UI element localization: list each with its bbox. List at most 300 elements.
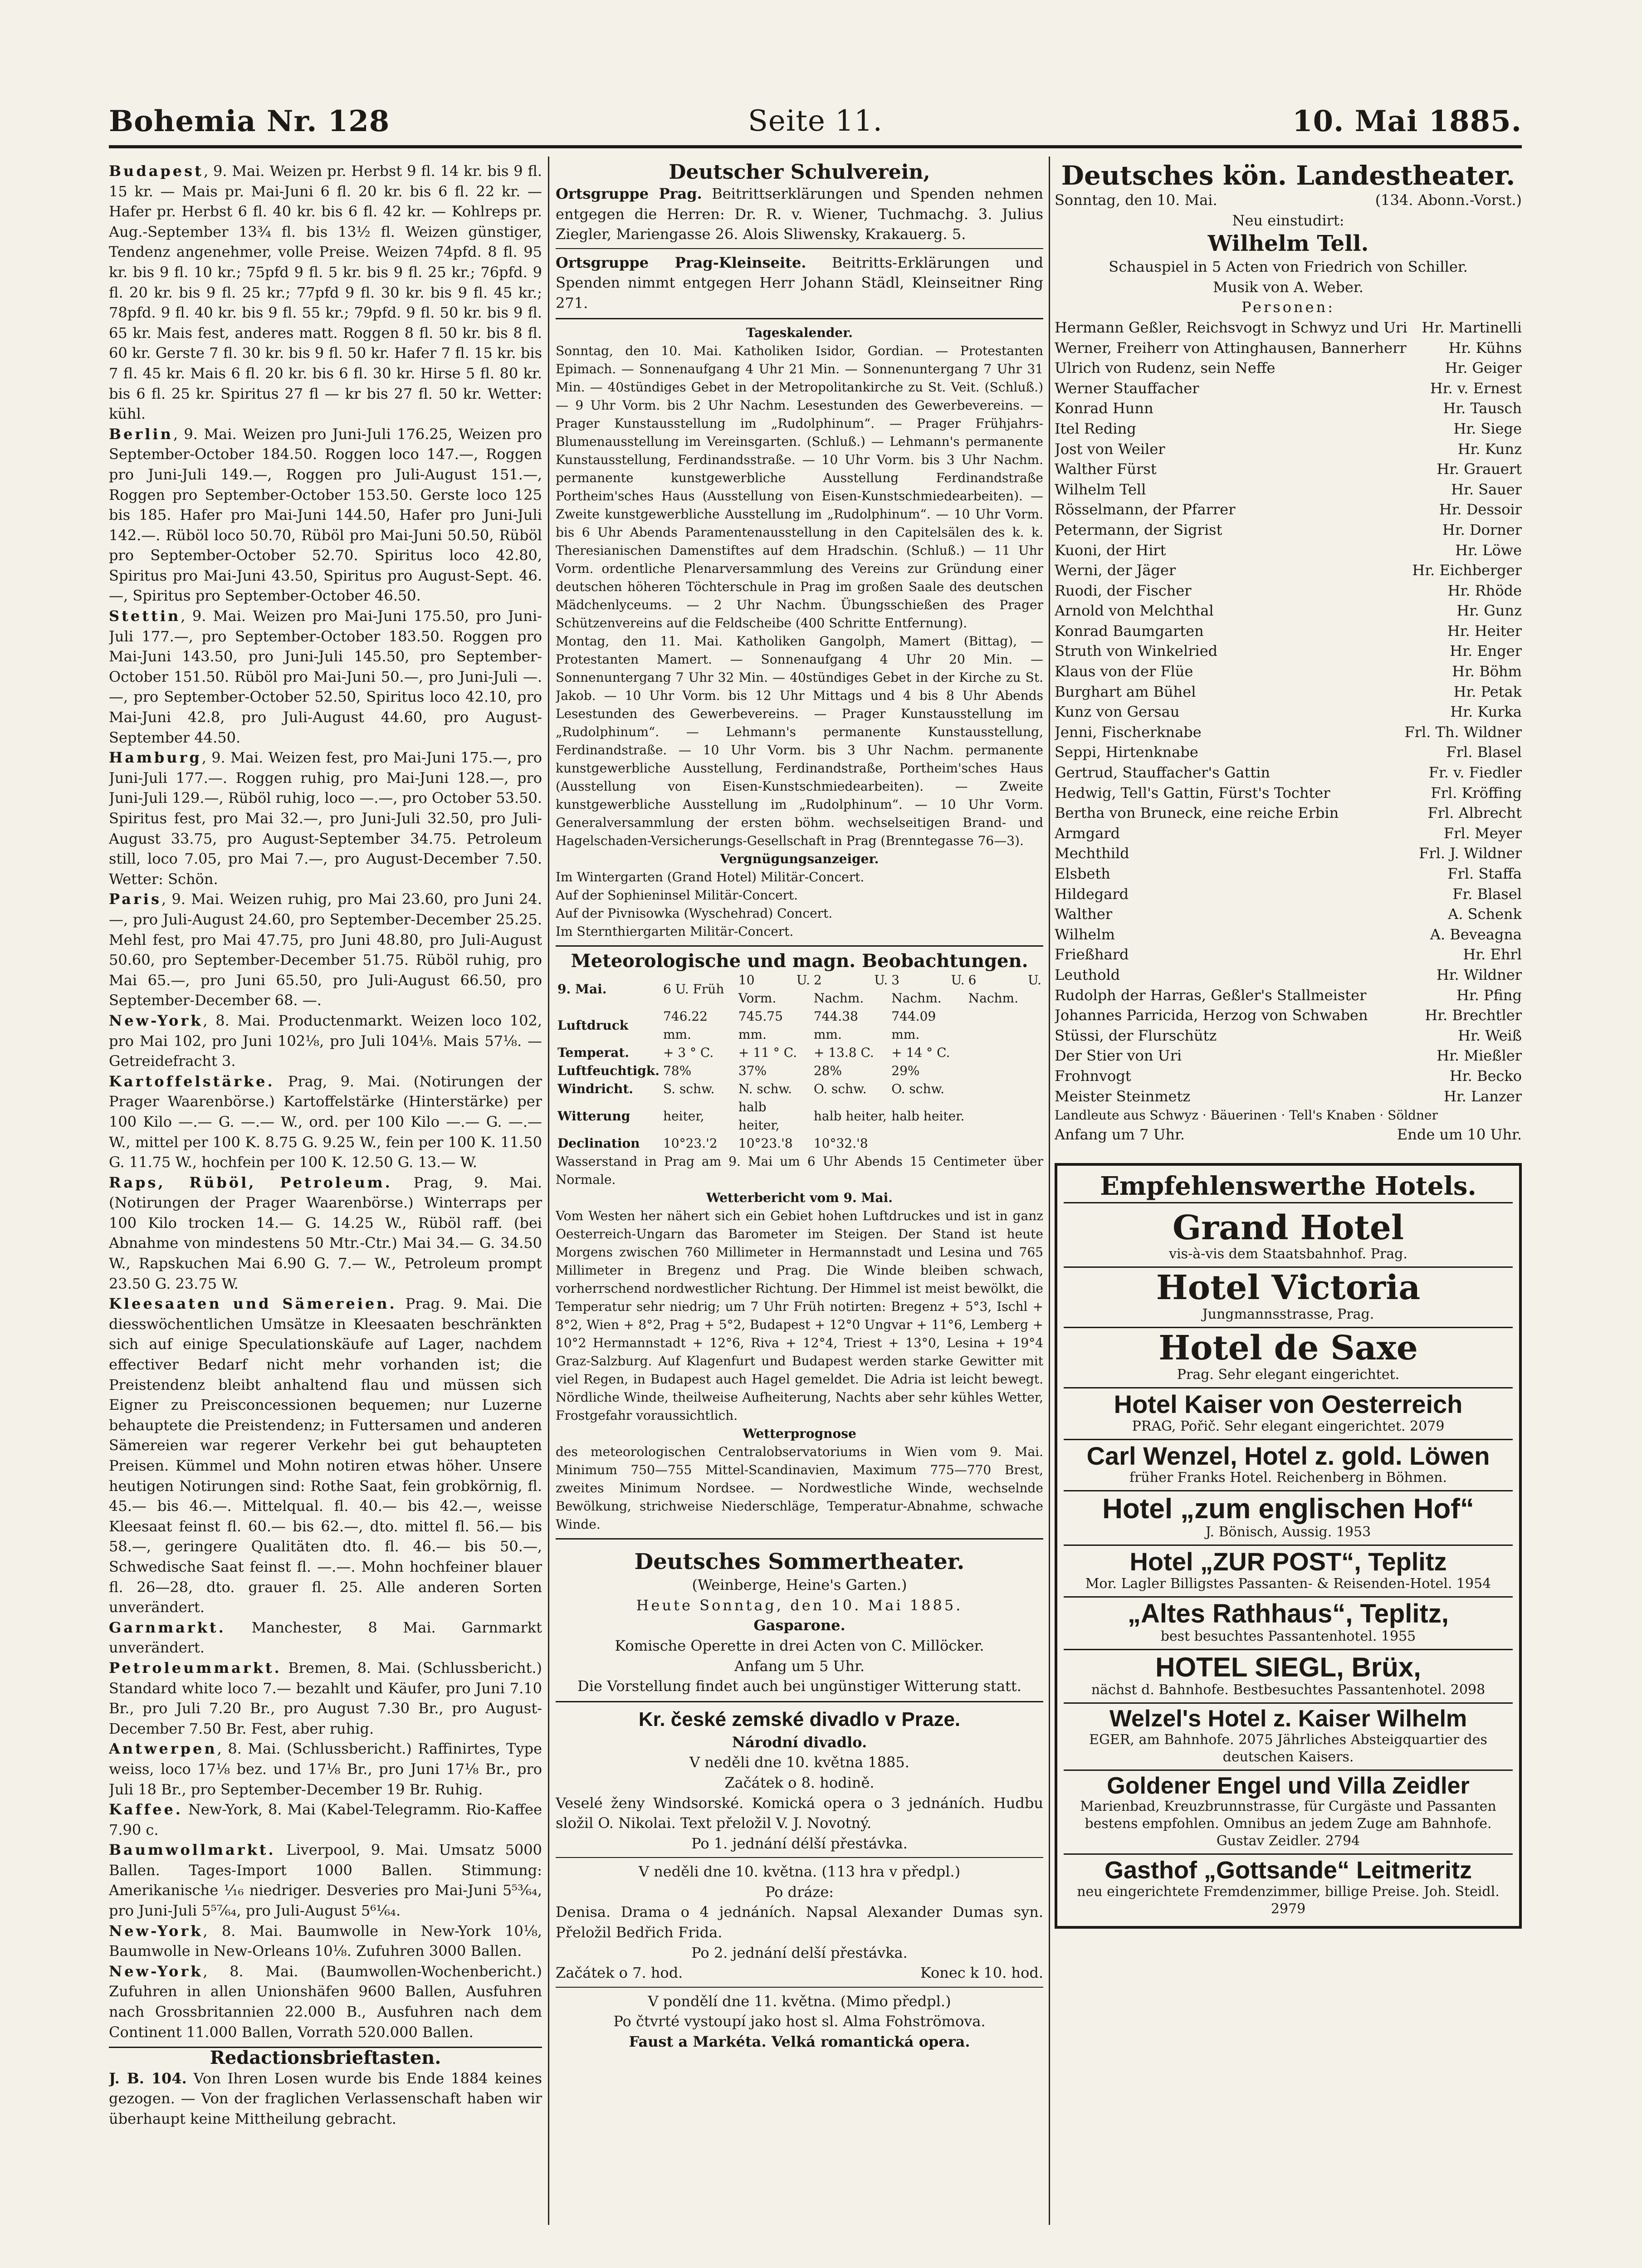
entertainment-item: Im Wintergarten (Grand Hotel) Militär-Concert. (556, 869, 865, 885)
market-report-text: , 9. Mai. Weizen fest, pro Mai-Juni 175.—, pro Juni-Juli 177.—. Roggen ruhig, pro Mai-Juni 128.—, pro Juni-Juli 129.—, Rüböl ruhig, loco —.—, pro October 53.50. Spiritus fest, pro Mai 32.—, pro Juni-Juli 32.50, pro Juli-August 33.75, pro August-September 34.75. Petroleum still, loco 7.05, pro Mai 7.—, pro August-December 7.50. Wetter: Schön. (109, 749, 542, 888)
entertainment-item: Auf der Pivnisowka (Wyschehrad) Concert. (556, 905, 833, 921)
cast-actor: Hr. Tausch (1443, 400, 1522, 417)
divider (556, 1538, 1043, 1540)
hotel-name: Gasthof „Gottsande“ Leitmeritz (1104, 1857, 1472, 1884)
market-report-text: , 9. Mai. Weizen pro Mai-Juni 175.50, pro Juni-Juli 177.—, pro September-October 183.50. Roggen pro Mai-Juni 143.50, pro Juni-Juli 145.50, pro September-October 151.50. Rüböl pro Mai-Juni 50.—, pro Juni-Juli —.—, pro September-October 52.50, Spiritus loco 42.10, pro Mai-Juni 42.8, pro Juli-August 44.60, pro August-September 44.50. (109, 607, 542, 746)
czech-theater-line: Faust a Markéta. Velká romantická opera. (629, 2033, 970, 2051)
cast-role: Hildegard (1055, 885, 1129, 903)
cast-role: Armgard (1055, 824, 1120, 842)
cast-row (1055, 560, 1522, 581)
cast-row (1055, 985, 1522, 1006)
cast-row (1055, 520, 1522, 540)
cast-role: Mechthild (1055, 845, 1129, 862)
cast-actor: Hr. Becko (1449, 1067, 1522, 1085)
meteo-cell: 2 U. Nachm. (813, 973, 888, 1006)
cast-actor: Hr. Gunz (1456, 602, 1522, 620)
cast-role: Gertrud, Stauffacher's Gattin (1055, 764, 1271, 782)
market-report-lead: Garnmarkt. (109, 1618, 226, 1636)
market-report (109, 1173, 542, 1294)
cast-row (1055, 419, 1522, 439)
meteo-cell: Windricht. (557, 1081, 634, 1097)
meteo-row (556, 1080, 1043, 1098)
cast-actor: Frl. Meyer (1443, 824, 1522, 842)
summer-theater-play: Gasparone. (753, 1617, 845, 1634)
market-report-text: , 8. Mai. Baumwolle in New-York 10⅛, Baumwolle in New-Orleans 10⅛. Zufuhren 3000 Ballen. (109, 1922, 542, 1960)
cast-role: Seppi, Hirtenknabe (1055, 743, 1198, 761)
market-report-text: Bremen, 8. Mai. (Schlussbericht.) Standard white loco 7.— bezahlt und Käufer, pro Juni 7.10 Br., pro Juli 7.20 Br., pro August 7.30 Br., pro August-December 7.50 Br. Fest, aber ruhig. (109, 1659, 542, 1737)
czech-theater-line: V neděli dne 10. května 1885. (689, 1754, 909, 1771)
hotel-name: Welzel's Hotel z. Kaiser Wilhelm (1109, 1706, 1467, 1732)
cast-role: Ruodi, der Fischer (1055, 582, 1192, 599)
meteo-cell: 78% (663, 1063, 692, 1079)
cast-row (1055, 378, 1522, 399)
cast-actor: Hr. Petak (1453, 683, 1522, 700)
schulverein-notice: Ortsgruppe Prag. Beitrittserklärungen und Spenden nehmen entgegen die Herren: Dr. R. v. Wiener, Tuchmachg. 3. Julius Ziegler, Mariengasse 26. Alois Sliwensky, Krakauerg. 5. (556, 185, 1043, 243)
hotel-ad (1064, 1855, 1513, 1921)
page-header (109, 100, 1522, 150)
cast-row (1055, 965, 1522, 985)
meteo-cell: + 3 ° C. (663, 1045, 714, 1061)
hotel-subtitle: EGER, am Bahnhofe. 2075 Jährliches Absteigquartier des deutschen Kaisers. (1089, 1731, 1487, 1765)
market-report-lead: New-York (109, 1962, 203, 1980)
hotel-subtitle: nächst d. Bahnhofe. Bestbesuchtes Passantenhotel. 2098 (1091, 1682, 1486, 1698)
czech-theater-line: Po 2. jednání delší přestávka. (691, 1944, 908, 1961)
market-report (109, 1961, 542, 2042)
forecast-text: des meteorologischen Centralobservatoriums in Wien vom 9. Mai. Minimum 750—755 Mittel-Scandinavien, Maximum 775—770 Brest, zweites Minimum Nordsee. — Nordwestliche Winde, wechselnde Bewölkung, strichweise Niederschläge, Temperatur-Abnahme, schwache Winde. (556, 1444, 1043, 1532)
cast-list (1055, 318, 1522, 1106)
meteo-cell: halb heiter, (738, 1100, 780, 1133)
market-report-lead: Raps, Rüböl, Petroleum. (109, 1173, 392, 1191)
cast-role: Rösselmann, der Pfarrer (1055, 501, 1236, 518)
meteo-cell: heiter, (663, 1109, 704, 1124)
cast-actor: Hr. Heiter (1447, 622, 1522, 640)
meteo-cell (967, 1134, 1043, 1153)
market-report (109, 1011, 542, 1071)
landestheater-times: Anfang um 7 Uhr. Ende um 10 Uhr. (1055, 1126, 1522, 1144)
meteo-cell: Luftfeuchtigk. (557, 1063, 660, 1079)
cast-role: Werner, Freiherr von Attinghausen, Bannerherr (1055, 339, 1407, 357)
hotel-ad (1064, 1268, 1513, 1328)
cast-role: Itel Reding (1055, 420, 1136, 437)
cast-actor: Hr. Eichberger (1412, 562, 1522, 579)
meteo-cell: halb heiter. (891, 1109, 965, 1124)
divider (556, 945, 1043, 947)
hotel-ad (1064, 1388, 1513, 1440)
market-report-lead: Petroleummarkt. (109, 1659, 282, 1677)
cast-row (1055, 1026, 1522, 1046)
cast-actor: Hr. Kurka (1450, 703, 1522, 721)
cast-actor: Hr. Grauert (1437, 460, 1522, 478)
hotel-subtitle: best besuchtes Passantenhotel. 1955 (1160, 1628, 1416, 1645)
meteo-cell (967, 1062, 1043, 1080)
cast-actor: A. Beveagna (1430, 925, 1522, 943)
calendar-sunday: Sonntag, den 10. Mai. Katholiken Isidor, Gordian. — Protestanten Epimach. — Sonnenaufgang 4 Uhr 21 Min. — Sonnenuntergang 7 Uhr 31 Min. — 40stündiges Gebet in der Metropolitankirche zu St. Veit. (Schluß.) — 9 Uhr Vorm. bis 2 Uhr Nachm. Lesestunden des Gewerbevereins. — Prager Kunstausstellung im „Rudolphinum“. — Prager Frühjahrs-Blumenausstellung im Vereinsgarten. (Schluß.) — Lehmann's permanente Kunstausstellung, Ferdinandsstraße. — 10 Uhr Vorm. bis 3 Uhr Nachm. permanente kunstgewerbliche Ausstellung Ferdinandstraße Portheim'sches Haus (Ausstellung von Eisen-Kunstschmiedearbeiten). — Zweite kunstgewerbliche Ausstellung im „Rudolphinum“. — 10 Uhr Vorm. bis 6 Uhr Abends Paramentenausstellung in den Capitelsälen des k. k. Theresianischen Damenstiftes auf dem Hradschin. (Schluß.) — 11 Uhr Vorm. ordentliche Plenarversammlung des Vereins zur Gründung einer deutschen höheren Töchterschule in Prag im großen Saale des deutschen Mädchenlyceums. — 2 Uhr Nachm. Übungsschießen des Prager Schützenvereins auf die Feldscheibe (400 Schritte Entfernung). (556, 343, 1043, 631)
market-report (109, 161, 542, 424)
meteo-cell: 746.22 mm. (663, 1009, 708, 1042)
entertainment-item: Im Sternthiergarten Militär-Concert. (556, 924, 794, 939)
cast-actor: Hr. Siege (1453, 420, 1522, 437)
cast-actor: Hr. Geiger (1445, 359, 1522, 377)
hotel-name: Hotel „ZUR POST“, Teplitz (1129, 1547, 1447, 1576)
notices-column (556, 161, 1043, 2216)
summer-theater-venue: (Weinberge, Heine's Garten.) (692, 1576, 907, 1594)
cast-actor: Hr. Dorner (1442, 521, 1522, 538)
cast-row (1055, 742, 1522, 763)
cast-row (1055, 601, 1522, 621)
cast-row (1055, 702, 1522, 722)
market-report (109, 1658, 542, 1739)
cast-role: Petermann, der Sigrist (1055, 521, 1222, 538)
market-report-lead: Hamburg (109, 749, 202, 767)
landestheater-music: Musik von A. Weber. (1213, 278, 1363, 296)
meteo-cell: 10°32.'8 (813, 1136, 868, 1151)
entertainment-title: Vergnügungsanzeiger. (720, 851, 879, 866)
market-report-lead: Kartoffelstärke. (109, 1072, 275, 1090)
cast-role: Arnold von Melchthal (1055, 602, 1214, 620)
hotel-name: Hotel de Saxe (1158, 1329, 1418, 1368)
cast-role: Struth von Winkelried (1055, 642, 1218, 660)
summer-theater-desc: Komische Operette in drei Acten von C. Millöcker. (615, 1637, 984, 1654)
cast-role: Elsbeth (1055, 865, 1110, 882)
kleinseite-notice: Ortsgruppe Prag-Kleinseite. Beitritts-Erklärungen und Spenden nimmt entgegen Herr Johann Städl, Kleinseitner Ring 271. (556, 254, 1043, 312)
meteo-cell: Declination (557, 1136, 640, 1151)
meteo-cell: 10°23.'2 (663, 1136, 718, 1151)
forecast-title: Wetterprognose (743, 1426, 856, 1442)
hotel-subtitle: vis-à-vis dem Staatsbahnhof. Prag. (1169, 1246, 1407, 1262)
cast-actor: Hr. Kunz (1457, 440, 1522, 458)
meteo-cell: 6 U. Nachm. (968, 973, 1041, 1006)
hotel-ad (1064, 1328, 1513, 1388)
meteo-cell: halb heiter, (813, 1109, 887, 1124)
hotel-ad (1064, 1598, 1513, 1650)
summer-theater-date: Heute Sonntag, den 10. Mai 1885. (636, 1596, 963, 1614)
czech-theater-sub: Národní divadlo. (732, 1733, 867, 1751)
cast-row (1055, 398, 1522, 419)
landestheater-title: Deutsches kön. Landestheater. (1061, 161, 1515, 191)
czech-theater-line: Po čtvrté vystoupí jako host sl. Alma Fohströmova. (613, 2013, 986, 2030)
cast-role: Meister Steinmetz (1055, 1087, 1191, 1105)
cast-actor: Frl. Kröffing (1431, 784, 1522, 802)
hotel-subtitle: Mor. Lagler Billigstes Passanten- & Reisenden-Hotel. 1954 (1085, 1576, 1491, 1592)
czech-theater-line: V pondělí dne 11. května. (Mimo předpl.) (648, 1992, 951, 2010)
market-report-lead: Budapest (109, 162, 204, 180)
masthead-issue: Bohemia Nr. 128 (109, 104, 390, 138)
cast-role: Werni, der Jäger (1055, 562, 1176, 579)
market-report-lead: Stettin (109, 607, 181, 625)
czech-theater-line: Po 1. jednání délší přestávka. (691, 1834, 908, 1852)
hotel-name: Carl Wenzel, Hotel z. gold. Löwen (1086, 1441, 1490, 1470)
meteo-cell (967, 1098, 1043, 1134)
cast-actor: A. Schenk (1448, 905, 1522, 923)
issue-date: 10. Mai 1885. (1292, 104, 1522, 138)
market-report-lead: Baumwollmarkt. (109, 1841, 276, 1859)
market-report-text: Manchester, 8 Mai. Garnmarkt unverändert. (109, 1618, 542, 1657)
meteo-cell: S. schw. (663, 1081, 715, 1097)
cast-actor: Hr. Dessoir (1439, 501, 1522, 518)
cast-row (1055, 358, 1522, 378)
cast-row (1055, 682, 1522, 702)
meteo-row (556, 971, 1043, 1007)
cast-actor: Hr. Enger (1450, 642, 1522, 660)
hotel-ad (1064, 1440, 1513, 1492)
cast-row (1055, 621, 1522, 641)
cast-role: Hedwig, Tell's Gattin, Fürst's Tochter (1055, 784, 1330, 802)
meteo-cell: Luftdruck (557, 1018, 629, 1033)
header-rule (109, 145, 1522, 148)
cast-role: Wilhelm (1055, 925, 1115, 943)
cast-row (1055, 540, 1522, 561)
market-report (109, 889, 542, 1011)
cast-role: Jenni, Fischerknabe (1055, 723, 1202, 741)
cast-row (1055, 843, 1522, 864)
cast-row (1055, 803, 1522, 823)
cast-role: Stüssi, der Flurschütz (1055, 1026, 1217, 1044)
cast-actor: Hr. Rhöde (1447, 582, 1522, 599)
market-report-text: , 9. Mai. Weizen ruhig, pro Mai 23.60, pro Juni 24.—, pro Juli-August 24.60, pro September-December 25.25. Mehl fest, pro Mai 47.75, pro Juni 48.80, pro Juli-August 50.60, pro September-December 51.75. Rüböl ruhig, pro Mai 65.—, pro Juni 65.50, pro Juli-August 66.50, pro September-December 68. —. (109, 890, 542, 1009)
calendar-monday: Montag, den 11. Mai. Katholiken Gangolph, Mamert (Bittag), — Protestanten Mamert. — Sonnenaufgang 4 Uhr 20 Min. — Sonnenuntergang 7 Uhr 32 Min. — 40stündiges Gebet in der Kirche zu St. Jakob. — 10 Uhr Vorm. bis 12 Uhr Mittags und 4 bis 8 Uhr Abends Lesestunden des Gewerbevereins. — Prager Kunstausstellung im „Rudolphinum“. — Lehmann's permanente Kunstausstellung, Ferdinandstraße. — 10 Uhr Vorm. bis 3 Uhr Nachm. permanente kunstgewerbliche Ausstellung, Ferdinandstraße, Portheim'sches Haus (Ausstellung von Eisen-Kunstschmiedearbeiten). — Zweite kunstgewerbliche Ausstellung im „Rudolphinum“. — 10 Uhr Vorm. Generalversammlung der ersten böhm. wechselseitigen Brand- und Hagelschaden-Versicherungs-Gesellschaft in Prag (Brenntegasse 76—3). (556, 633, 1043, 848)
divider (556, 248, 1043, 249)
cast-row (1055, 864, 1522, 884)
column-divider (548, 156, 549, 2225)
theater-hotels-column (1055, 161, 1522, 2216)
cast-actor: Hr. Kühns (1448, 339, 1522, 357)
hotel-ad (1064, 1491, 1513, 1546)
czech-theater-line: Začátek o 8. hodině. (724, 1774, 875, 1791)
cast-role: Bertha von Bruneck, eine reiche Erbin (1055, 804, 1339, 822)
market-report-lead: New-York (109, 1922, 203, 1940)
cast-row (1055, 338, 1522, 358)
cast-actor: Frl. J. Wildner (1419, 845, 1522, 862)
cast-row (1055, 722, 1522, 743)
landestheater-persons: Personen: (1241, 298, 1335, 316)
hotel-name: Goldener Engel und Villa Zeidler (1107, 1772, 1470, 1799)
cast-actor: Hr. Löwe (1455, 541, 1522, 559)
cast-role: Johannes Parricida, Herzog von Schwaben (1055, 1007, 1368, 1024)
hotel-ad (1064, 1546, 1513, 1598)
cast-actor: Frl. Blasel (1446, 743, 1522, 761)
market-report (109, 424, 542, 606)
market-report (109, 1840, 542, 1921)
summer-theater-title: Deutsches Sommertheater. (634, 1549, 965, 1575)
meteo-cell: O. schw. (813, 1081, 867, 1097)
market-report (109, 1294, 542, 1618)
cast-row (1055, 459, 1522, 479)
hotel-subtitle: J. Bönisch, Aussig. 1953 (1205, 1524, 1371, 1540)
entertainment-item: Auf der Sophieninsel Militär-Concert. (556, 887, 798, 903)
cast-role: Konrad Baumgarten (1055, 622, 1204, 640)
czech-theater-line: Po dráze: (765, 1883, 834, 1901)
market-report-text: Prag, 9. Mai. (Notirungen der Prager Waarenbörse.) Winterraps per 100 Kilo trocken 14.— G. 14.25 W., Rüböl raff. (bei Abnahme von mindestens 50 Mtr.-Ctr.) Mai 34.— G. 34.50 W., Rapskuchen Mai 6.90 G. 7.— W., Petroleum prompt 23.50 G. 23.75 W. (109, 1173, 542, 1292)
market-report (109, 606, 542, 748)
cast-role: Walther (1055, 905, 1113, 923)
cast-row (1055, 763, 1522, 783)
cast-role: Wilhelm Tell (1055, 480, 1146, 498)
cast-actor: Frl. Th. Wildner (1404, 723, 1522, 741)
hotel-name: HOTEL SIEGL, Brüx, (1155, 1652, 1421, 1683)
cast-actor: Hr. Pfing (1456, 986, 1522, 1004)
meteo-cell: 744.09 mm. (891, 1009, 936, 1042)
cast-role: Hermann Geßler, Reichsvogt in Schwyz und Uri (1055, 318, 1407, 336)
meteo-cell: Temperat. (557, 1045, 630, 1061)
meteo-cell: 10 U. Vorm. (738, 973, 810, 1006)
meteo-cell (967, 1080, 1043, 1098)
editorial-letterbox-text: J. B. 104. Von Ihren Losen wurde bis Ende 1884 keines gezogen. — Von der fraglichen Verlassenschaft haben wir überhaupt keine Mittheilung gebracht. (109, 2069, 542, 2127)
meteo-cell: 744.38 mm. (813, 1009, 858, 1042)
cast-actor: Hr. Ehrl (1463, 946, 1522, 963)
market-report (109, 748, 542, 889)
market-report-text: Prag. 9. Mai. Die diesswöchentlichen Umsätze in Kleesaaten beschränkten sich auf einige Speculationskäufe auf Lager, nachdem effectiver Bedarf nicht mehr vorhanden ist; die Preistendenz bleibt anhaltend flau und müssen sich Eigner zu Preisconcessionen bequemen; nur Luzerne behauptete die Preistendenz; in Futtersamen und anderen Sämereien war regerer Verkehr bei gut behaupteten Preisen. Kümmel und Mohn notiren etwas höher. Unsere heutigen Notirungen sind: Rothe Saat, fein grobkörnig, fl. 45.— bis 46.—. Mittelqual. fl. 40.— bis 42.—, weisse Kleesaat feinst fl. 60.— bis 62.—, dto. mittel fl. 56.— bis 58.—, geringere Qualitäten dto. fl. 46.— bis 50.—, Schwedische Saat feinst fl. —.—. Mohn hochfeiner blauer fl. 26—28, dto. grauer fl. 25. Alle anderen Sorten unverändert. (109, 1295, 542, 1616)
meteo-cell: 10°23.'8 (738, 1136, 793, 1151)
cast-row (1055, 479, 1522, 500)
meteo-cell: + 14 ° C. (891, 1045, 950, 1061)
cast-role: Kuoni, der Hirt (1055, 541, 1166, 559)
cast-role: Walther Fürst (1055, 460, 1157, 478)
cast-actor: Frl. Staffa (1447, 865, 1522, 882)
hotel-ad (1064, 1208, 1513, 1268)
market-report-lead: Kleesaaten und Sämereien. (109, 1295, 397, 1313)
cast-row (1055, 884, 1522, 904)
divider (556, 1701, 1043, 1702)
meteo-cell (967, 1044, 1043, 1062)
cast-role: Klaus von der Flüe (1055, 663, 1193, 680)
weather-report-title: Wetterbericht vom 9. Mai. (706, 1190, 893, 1206)
meteo-cell: 745.75 mm. (738, 1009, 783, 1042)
cast-actor: Fr. v. Fiedler (1428, 764, 1522, 782)
cast-role: Konrad Hunn (1055, 400, 1153, 417)
meteo-title: Meteorologische und magn. Beobachtungen. (571, 950, 1028, 972)
water-level: Wasserstand in Prag am 9. Mai um 6 Uhr Abends 15 Centimeter über Normale. (556, 1154, 1043, 1188)
cast-role: Ulrich von Rudenz, sein Neffe (1055, 359, 1275, 377)
divider (556, 1857, 1043, 1858)
market-report-text: , 9. Mai. Weizen pro Juni-Juli 176.25, Weizen pro September-October 184.50. Roggen loco 147.—, Roggen pro Juni-Juli 149.—, Roggen pro Juli-August 151.—, Roggen pro September-October 153.50. Gerste loco 125 bis 185. Hafer pro Mai-Juni 144.50, Hafer pro Juni-Juli 142.—. Rüböl loco 50.70, Rüböl pro Mai-Juni 50.50, Rüböl pro September-October 52.70. Spiritus loco 42.80, Spiritus pro Mai-Juni 43.50, Spiritus pro August-Sept. 46.—, Spiritus pro September-October 46.50. (109, 425, 542, 605)
czech-theater-title: Kr. české zemské divadlo v Praze. (638, 1708, 961, 1730)
cast-row (1055, 439, 1522, 459)
meteo-cell: 9. Mai. (557, 982, 607, 997)
czech-theater-line: Denisa. Drama o 4 jednáních. Napsal Alexander Dumas syn. Přeložil Bedřich Frida. (556, 1903, 1043, 1941)
hotel-subtitle: früher Franks Hotel. Reichenberg in Böhmen. (1129, 1470, 1447, 1486)
cast-row (1055, 783, 1522, 803)
cast-row (1055, 924, 1522, 945)
market-reports-column (109, 161, 542, 2216)
meteo-cell: + 11 ° C. (738, 1045, 797, 1061)
meteo-row (556, 1007, 1043, 1044)
market-report-lead: Kaffee. (109, 1801, 183, 1818)
cast-actor: Fr. Blasel (1452, 885, 1522, 903)
meteo-row (556, 1044, 1043, 1062)
hotel-subtitle: Marienbad, Kreuzbrunnstrasse, für Curgäste und Passanten bestens empfohlen. Omnibus an jedem Zuge am Bahnhofe. Gustav Zeidler. 2794 (1080, 1799, 1496, 1849)
meteo-cell: 29% (891, 1063, 920, 1079)
column-divider (1049, 156, 1050, 2225)
hotels-box (1055, 1163, 1522, 1929)
cast-role: Der Stier von Uri (1055, 1047, 1182, 1065)
hotel-subtitle: Prag. Sehr elegant eingerichtet. (1177, 1366, 1400, 1383)
czech-theater-line: V neděli dne 10. května. (113 hra v předpl.) (638, 1863, 961, 1881)
cast-row (1055, 499, 1522, 520)
cast-actor: Frl. Albrecht (1427, 804, 1522, 822)
cast-role: Frohnvogt (1055, 1067, 1131, 1085)
cast-row (1055, 581, 1522, 601)
cast-actor: Hr. Mießler (1437, 1047, 1522, 1065)
hotel-ad (1064, 1704, 1513, 1771)
market-report-text: , 8. Mai. Productenmarkt. Weizen loco 102, pro Mai 102, pro Juni 102⅛, pro Juli 104⅛. Mais 57⅛. — Getreidefracht 3. (109, 1012, 542, 1070)
landestheater-desc: Schauspiel in 5 Acten von Friedrich von Schiller. (1109, 258, 1468, 276)
market-report (109, 1921, 542, 1961)
cast-role: Rudolph der Harras, Geßler's Stallmeister (1055, 986, 1367, 1004)
hotel-ad (1064, 1650, 1513, 1704)
cast-role: Werner Stauffacher (1055, 379, 1199, 397)
hotel-name: Hotel „zum englischen Hof“ (1102, 1493, 1474, 1525)
market-report-text: New-York, 8. Mai (Kabel-Telegramm. Rio-Kaffee 7.90 c. (109, 1801, 542, 1838)
divider (556, 1987, 1043, 1988)
cast-role: Frießhard (1055, 946, 1129, 963)
meteo-cell: O. schw. (891, 1081, 945, 1097)
summer-theater-note: Die Vorstellung findet auch bei ungünstiger Witterung statt. (577, 1677, 1021, 1695)
hotel-subtitle: Jungmannsstrasse, Prag. (1202, 1306, 1374, 1323)
hotel-name: Hotel Kaiser von Oesterreich (1114, 1389, 1463, 1418)
market-report-text: Prag, 9. Mai. (Notirungen der Prager Waarenbörse.) Kartoffelstärke (Hinterstärke) per 100 Kilo —.— G. —.— W., ord. per 100 Kilo —.— G. —.— W., mittel per 100 K. 8.75 G. 9.25 W., fein per 100 K. 11.50 G. 11.75 W., hochfein per 100 K. 12.50 G. 13.— W. (109, 1072, 542, 1171)
hotel-subtitle: neu eingerichtete Fremdenzimmer, billige Preise. Joh. Steidl. 2979 (1077, 1884, 1500, 1917)
hotel-name: Hotel Victoria (1156, 1268, 1421, 1308)
cast-actor: Hr. Weiß (1458, 1026, 1522, 1044)
cast-actor: Hr. Böhm (1452, 663, 1522, 680)
cast-row (1055, 1046, 1522, 1066)
cast-role: Leuthold (1055, 966, 1120, 983)
market-report (109, 1618, 542, 1658)
meteo-cell (967, 1007, 1043, 1044)
market-report-text: , 8. Mai. (Schlussbericht.) Raffinirtes, Type weiss, loco 17⅛ bez. und 17⅛ Br., pro Juni 17⅛ Br., pro Juli 18 Br., pro September-December 19 Br. Ruhig. (109, 1740, 542, 1798)
meteo-cell: 6 U. Früh (663, 982, 724, 997)
market-report (109, 1071, 542, 1173)
hotel-name: Grand Hotel (1172, 1208, 1404, 1247)
cast-row (1055, 1066, 1522, 1086)
meteo-table (556, 971, 1043, 1153)
market-report-text: Liverpool, 9. Mai. Umsatz 5000 Ballen. Tages-Import 1000 Ballen. Stimmung: Amerikanische ¹⁄₁₆ niedriger. Desveries pro Mai-Juni 5⁵³⁄₆₄, pro Juni-Juli 5⁵⁷⁄₆₄, pro Juli-August 5⁶¹⁄₆₄. (109, 1841, 542, 1920)
cast-actor: Hr. Brechtler (1425, 1007, 1522, 1024)
weather-report: Vom Westen her nähert sich ein Gebiet hohen Luftdruckes und ist in ganz Oesterreich-Ungarn das Barometer im Steigen. Der Stand ist heute Morgens zwischen 760 Millimeter in Hermannstadt und Lesina und 765 Millimeter in Bregenz und Prag. Die Winde bleiben schwach, vorherrschend nordwestlicher Richtung. Der Himmel ist meist bewölkt, die Temperatur sehr niedrig; um 7 Uhr Früh notirten: Bregenz + 5°3, Ischl + 8°2, Wien + 8°2, Prag + 5°2, Budapest + 12°0 Ungvar + 11°6, Lemberg + 10°2 Hermannstadt + 12°6, Riva + 12°4, Triest + 13°0, Lesina + 19°4 Graz-Salzburg. Auf Klagenfurt und Budapest werden starke Gewitter mit viel Regen, in Budapest auch Hagel gemeldet. Die Adria ist leicht bewegt. Nördliche Winde, theilweise Aufheiterung, Nachts aber sehr kühles Wetter, Frostgefahr voraussichtlich. (556, 1208, 1043, 1423)
editorial-letterbox-title: Redactionsbrieftasten. (109, 2047, 542, 2068)
market-report-text: , 8. Mai. (Baumwollen-Wochenbericht.) Zufuhren in allen Unionshäfen 9600 Ballen, Ausfuhren nach Grossbritannien 22.000 B., Ausfuhren nach dem Continent 11.000 Ballen, Vorrath 520.000 Ballen. (109, 1962, 542, 2041)
entertainment-list (556, 868, 1043, 941)
page-number: Seite 11. (748, 104, 883, 138)
market-report-lead: Paris (109, 890, 161, 908)
cast-actor: Hr. Sauer (1451, 480, 1522, 498)
market-report (109, 1799, 542, 1840)
cast-row (1055, 318, 1522, 338)
meteo-cell (889, 1134, 966, 1153)
landestheater-new: Neu einstudirt: (1232, 211, 1344, 229)
meteo-cell: 37% (738, 1063, 767, 1079)
cast-actor: Hr. Wildner (1436, 966, 1522, 983)
meteo-row (556, 1062, 1043, 1080)
cast-role: Jost von Weiler (1055, 440, 1165, 458)
landestheater-play: Wilhelm Tell. (1207, 231, 1369, 257)
meteo-cell: + 13.8 C. (813, 1045, 874, 1061)
cast-row (1055, 1086, 1522, 1107)
market-report-text: , 9. Mai. Weizen pr. Herbst 9 fl. 14 kr. bis 9 fl. 15 kr. — Mais pr. Mai-Juni 6 fl. 20 kr. bis 6 fl. 22 kr. — Hafer pr. Herbst 6 fl. 40 kr. bis 6 fl. 42 kr. — Kohlreps pr. Aug.-September 13³⁄₄ fl. bis 13¹⁄₂ fl. Weizen günstiger, Tendenz angenehmer, volle Preise. Weizen 74pfd. 8 fl. 95 kr. bis 9 fl. 10 kr.; 75pfd 9 fl. 5 kr. bis 9 fl. 25 kr.; 76pfd. 9 fl. 20 kr. bis 9 fl. 25 kr.; 77pfd 9 fl. 30 kr. bis 9 fl. 45 kr.; 78pfd. 9 fl. 40 kr. bis 9 fl. 55 kr.; 79pfd. 9 fl. 50 kr. bis 9 fl. 65 kr. Mais fest, anderes matt. Roggen 8 fl. 50 kr. bis 8 fl. 60 kr. Gerste 7 fl. 30 kr. bis 9 fl. 50 kr. Hafer 7 fl. 15 kr. bis 7 fl. 45 kr. Mais 6 fl. 20 kr. bis 6 fl. 30 kr. Hirse 5 fl. 80 kr. bis 6 fl. 25 kr. Spiritus 27 fl — kr bis 27 fl. 50 kr. Wetter: kühl. (109, 162, 542, 423)
hotel-ad (1064, 1771, 1513, 1855)
hotels-title: Empfehlenswerthe Hotels. (1064, 1170, 1513, 1203)
divider (556, 318, 1043, 319)
cast-groups: Landleute aus Schwyz · Bäuerinen · Tell's Knaben · Söldner (1055, 1108, 1438, 1123)
cast-role: Burghart am Bühel (1055, 683, 1196, 700)
meteo-row (556, 1098, 1043, 1134)
cast-role: Kunz von Gersau (1055, 703, 1180, 721)
cast-row (1055, 904, 1522, 924)
czech-theater-line: Veselé ženy Windsorské. Komická opera o 3 jednáních. Hudbu složil O. Nikolai. Text přeložil V. J. Novotný. (556, 1794, 1043, 1832)
schulverein-title: Deutscher Schulverein, (669, 161, 930, 184)
market-report-lead: Berlin (109, 425, 173, 443)
cast-row (1055, 641, 1522, 661)
